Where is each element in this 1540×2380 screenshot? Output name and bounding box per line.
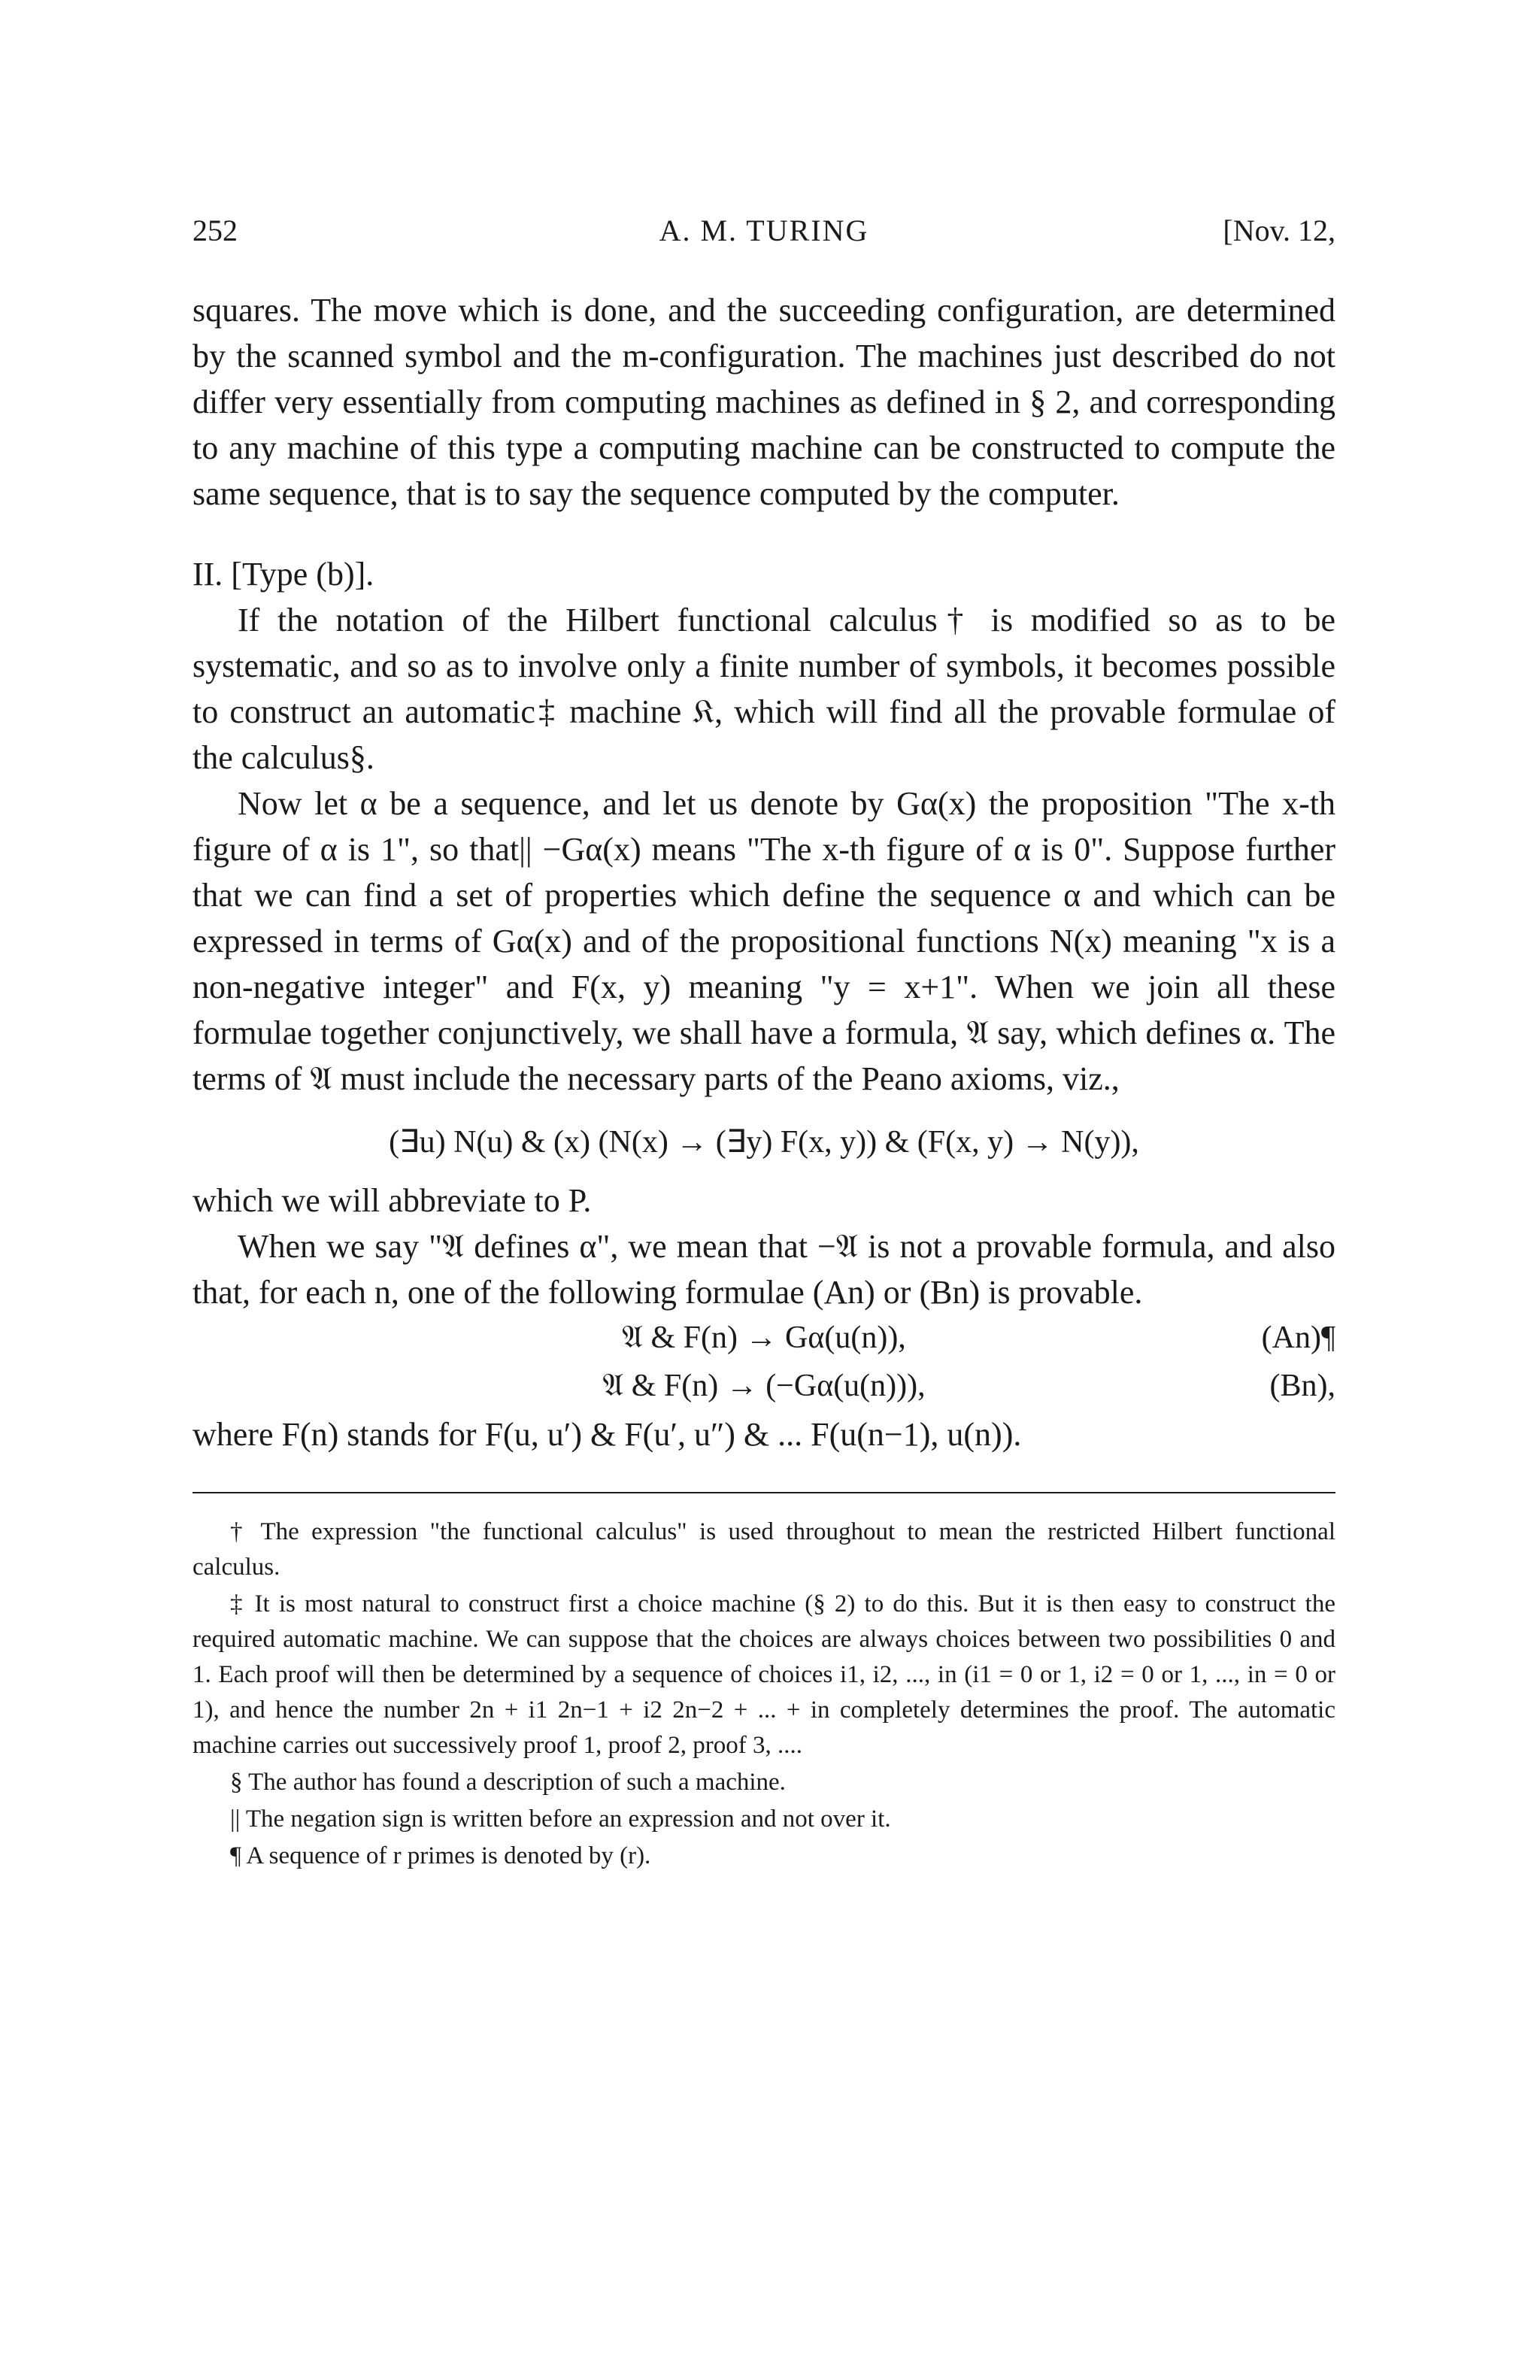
paragraph-where: where F(n) stands for F(u, u′) & F(u′, u″) & ... F(u(n−1), u(n)).: [192, 1416, 1022, 1453]
formula-row-a: [192, 1315, 1335, 1363]
paragraph-abbreviate: which we will abbreviate to P.: [192, 1182, 592, 1219]
footnote-dagger: † The expression "the functional calculus" is used throughout to mean the restricted Hilbert functional calculus.: [192, 1518, 1335, 1581]
formula-a: 𝔄 & F(n) → Gα(u(n)),: [622, 1320, 906, 1355]
formula-peano: (∃u) N(u) & (x) (N(x) → (∃y) F(x, y)) & (F(x, y) → N(y)),: [389, 1125, 1139, 1160]
running-head: [192, 212, 1335, 250]
paragraph-hilbert: If the notation of the Hilbert functional calculus† is modified so as to be systematic, and so as to involve only a finite number of symbols, it becomes possible to construct an automatic‡ machine 𝔎, which will find all the provable formulae of the calculus§.: [192, 602, 1335, 776]
paragraph-defines: When we say "𝔄 defines α", we mean that −𝔄 is not a provable formula, and also that, for each n, one of the following formulae (An) or (Bn) is provable.: [192, 1228, 1335, 1311]
footnote-rule: [192, 1492, 1335, 1493]
footnote-section: § The author has found a description of such a machine.: [230, 1769, 786, 1796]
footnotes: [192, 1514, 1335, 1874]
footnote-parallel: || The negation sign is written before an expression and not over it.: [230, 1805, 891, 1833]
running-author: A. M. TURING: [659, 214, 869, 247]
formula-label-b: (Bn),: [1269, 1369, 1335, 1403]
paper-page: [192, 212, 1335, 1875]
formula-row-b: [192, 1363, 1335, 1411]
running-date: [Nov. 12,: [1223, 214, 1335, 247]
page-number: 252: [192, 214, 238, 247]
formula-b: 𝔄 & F(n) → (−Gα(u(n))),: [602, 1369, 926, 1403]
footnote-pilcrow: ¶ A sequence of r primes is denoted by (r).: [230, 1842, 651, 1869]
section-heading: II. [Type (b)].: [192, 556, 374, 593]
footnote-double-dagger: ‡ It is most natural to construct first a choice machine (§ 2) to do this. But it is then easy to construct the required automatic machine. We can suppose that the choices are always choices between two possibilities 0 and 1. Each proof will then be determined by a sequence of choices i1, i2, ..., in (i1 = 0 or 1, i2 = 0 or 1, ..., in = 0 or 1), and hence the number 2n + i1 2n−1 + i2 2n−2 + ... + in completely determines the proof. The automatic machine carries out successively proof 1, proof 2, proof 3, ....: [192, 1590, 1335, 1759]
formula-label-a: (An)¶: [1261, 1320, 1335, 1355]
paragraph-sequence: Now let α be a sequence, and let us denote by Gα(x) the proposition "The x-th figure of α is 1", so that|| −Gα(x) means "The x-th figure of α is 0". Suppose further that we can find a set of properties which define the sequence α and which can be expressed in terms of Gα(x) and of the propositional functions N(x) meaning "x is a non-negative integer" and F(x, y) meaning "y = x+1". When we join all these formulae together conjunctively, we shall have a formula, 𝔄 say, which defines α. The terms of 𝔄 must include the necessary parts of the Peano axioms, viz.,: [192, 785, 1335, 1097]
paragraph-continued: squares. The move which is done, and the succeeding configuration, are determined by the scanned symbol and the m-configuration. The machines just described do not differ very essentially from computing machines as defined in § 2, and corresponding to any machine of this type a computing machine can be constructed to compute the same sequence, that is to say the sequence computed by the computer.: [192, 292, 1335, 512]
body-text: [192, 287, 1335, 1457]
